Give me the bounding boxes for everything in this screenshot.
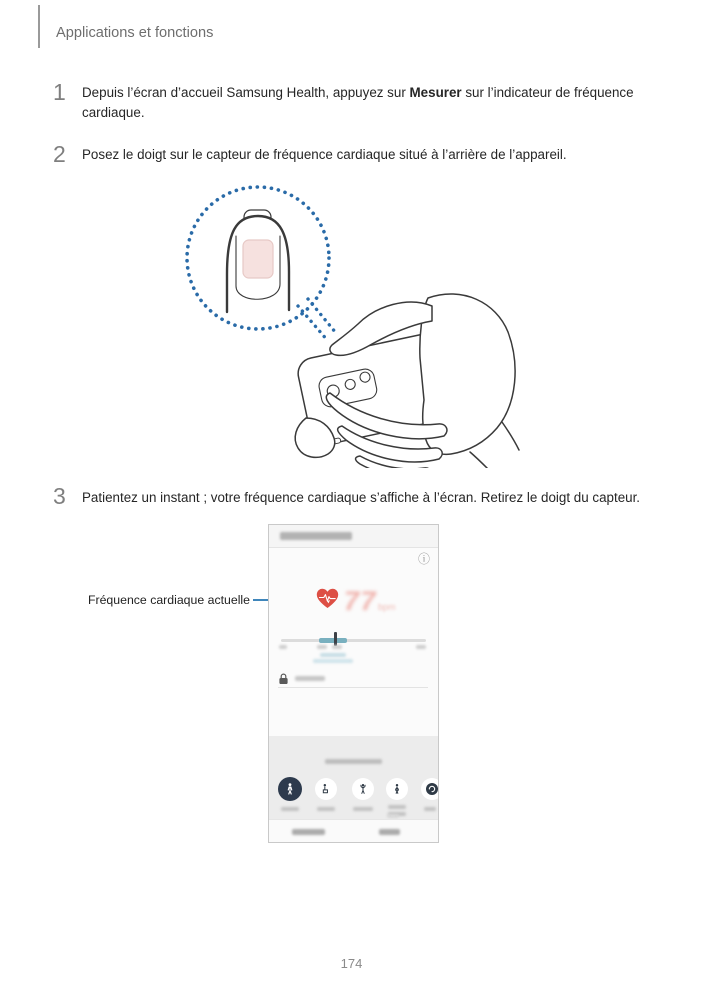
person-arms-up-icon — [356, 782, 370, 796]
sensor-illustration — [170, 178, 520, 468]
activity-option-more — [421, 778, 439, 800]
blurred-activity-label — [424, 807, 436, 811]
header-rule — [38, 5, 40, 48]
blurred-status-text — [320, 653, 346, 657]
blurred-tick-label — [416, 645, 426, 649]
step-1-number: 1 — [53, 79, 66, 105]
page-header: Applications et fonctions — [56, 25, 214, 41]
activity-option-selected — [278, 777, 302, 801]
magnifier-circle — [187, 187, 329, 329]
blurred-sheet-title — [325, 759, 382, 764]
step-3-text: Patientez un instant ; votre fréquence cardiaque s’affiche à l’écran. Retirez le doigt du capteur. — [82, 490, 641, 505]
blurred-activity-label — [281, 807, 299, 811]
blurred-tick-label — [332, 645, 342, 649]
activity-sheet — [269, 736, 438, 819]
step-1-text-pre: Depuis l’écran d’accueil Samsung Health, appuyez sur — [82, 85, 410, 100]
blurred-fragment — [387, 814, 399, 818]
range-slider-marker — [334, 632, 337, 646]
wrist-line — [502, 422, 519, 450]
phone-screenshot — [268, 524, 439, 843]
heart-rate-value: 77 — [344, 586, 378, 616]
wrist-line — [470, 452, 488, 468]
heart-pulse-icon — [316, 588, 339, 609]
screen-titlebar — [269, 525, 438, 548]
blurred-tick-label — [279, 645, 287, 649]
range-slider-active — [319, 638, 347, 643]
activity-option — [386, 778, 408, 800]
person-exercising-icon — [390, 782, 404, 796]
sensor-contact-area — [243, 240, 273, 278]
person-standing-icon — [282, 781, 298, 797]
button-bar — [269, 819, 438, 843]
range-slider-track — [281, 639, 426, 642]
blurred-activity-label — [353, 807, 373, 811]
blurred-title-text — [280, 532, 352, 540]
blurred-tick-label — [317, 645, 327, 649]
blurred-tag-text — [295, 676, 325, 681]
blurred-activity-label — [388, 805, 406, 809]
heart-rate-unit: bpm — [378, 602, 396, 612]
step-2-number: 2 — [53, 141, 66, 167]
blurred-save-button — [379, 829, 400, 835]
info-icon: ⓘ — [417, 552, 430, 566]
step-1-text-bold: Mesurer — [409, 85, 462, 100]
callout-label: Fréquence cardiaque actuelle — [87, 593, 250, 607]
blurred-status-text — [313, 659, 353, 663]
heart-rate-display — [316, 588, 396, 614]
step-1-text — [82, 83, 644, 123]
activity-option — [315, 778, 337, 800]
blurred-cancel-button — [292, 829, 325, 835]
step-1-text-post: sur l’indicateur de fréquence cardiaque. — [82, 85, 634, 120]
input-underline — [278, 687, 428, 688]
person-sitting-icon — [319, 782, 333, 796]
more-activities-icon — [424, 781, 439, 797]
blurred-activity-label — [317, 807, 335, 811]
page-number: 174 — [340, 956, 363, 971]
lock-icon — [278, 673, 289, 685]
activity-option — [352, 778, 374, 800]
step-2-text: Posez le doigt sur le capteur de fréquence cardiaque situé à l’arrière de l’appareil. — [82, 147, 567, 162]
step-3-number: 3 — [53, 483, 66, 509]
